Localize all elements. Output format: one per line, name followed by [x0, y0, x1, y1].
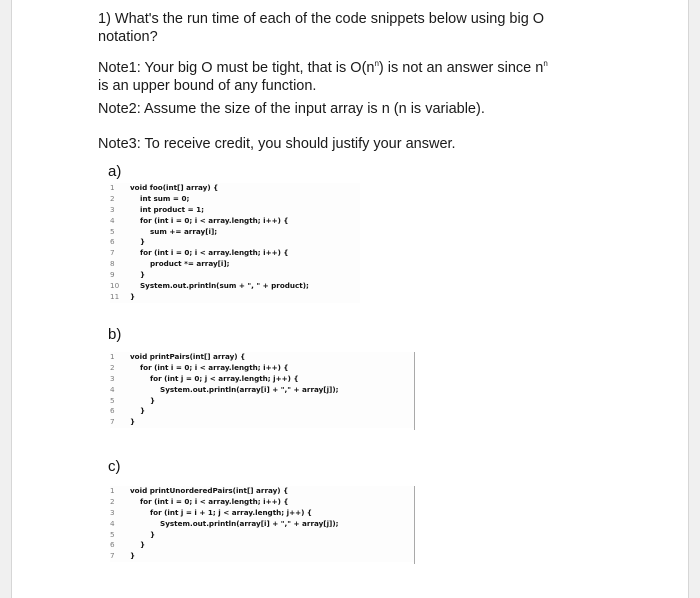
line-number: 10 [110, 281, 120, 291]
code-line [110, 406, 415, 417]
code-text: void printUnorderedPairs(int[] array) { [130, 486, 289, 495]
question-line-1: 1) What's the run time of each of the code snippets below using big O [98, 11, 545, 27]
line-number: 11 [110, 291, 120, 301]
code-line [110, 540, 415, 551]
line-number: 4 [110, 384, 115, 394]
code-text: for (int i = 0; i < array.length; i++) { [130, 362, 289, 372]
code-line [110, 292, 360, 303]
code-snippet-a [110, 183, 360, 303]
line-number: 4 [110, 215, 115, 225]
code-line [110, 486, 415, 497]
code-line [110, 205, 360, 216]
line-number: 6 [110, 237, 115, 247]
note-1 [98, 55, 548, 95]
code-line [110, 227, 360, 238]
note-1-text-b: ) is not an answer since n [378, 59, 544, 76]
code-text: } [130, 529, 156, 539]
line-number: 6 [110, 540, 115, 550]
code-snippet-b [110, 352, 415, 428]
line-number: 2 [110, 496, 115, 506]
code-line [110, 396, 415, 407]
line-number: 2 [110, 193, 115, 203]
code-text: int sum = 0; [130, 193, 190, 203]
line-number: 3 [110, 373, 115, 383]
code-line [110, 183, 360, 194]
line-number: 8 [110, 259, 115, 269]
code-text: for (int i = 0; i < array.length; i++) { [130, 496, 289, 506]
code-line [110, 508, 415, 519]
code-text: } [130, 291, 136, 301]
code-text: System.out.println(sum + ", " + product); [130, 281, 309, 291]
code-line [110, 216, 360, 227]
code-text: } [130, 417, 136, 427]
snippet-b-label: b) [108, 326, 122, 343]
line-number: 7 [110, 248, 115, 258]
code-line [110, 497, 415, 508]
line-number: 5 [110, 395, 115, 405]
code-line [110, 551, 415, 562]
code-text: for (int j = 0; j < array.length; j++) { [130, 373, 299, 383]
note-1-text-a: Note1: Your big O must be tight, that is O(n [98, 59, 375, 76]
code-line [110, 237, 360, 248]
code-text: } [130, 540, 146, 550]
code-text: } [130, 395, 156, 405]
code-text: } [130, 237, 146, 247]
line-number: 5 [110, 529, 115, 539]
line-number: 1 [110, 183, 115, 192]
code-line [110, 281, 360, 292]
code-frame-border [414, 352, 415, 430]
code-text: } [130, 406, 146, 416]
code-line [110, 248, 360, 259]
code-line [110, 270, 360, 281]
code-text: void printPairs(int[] array) { [130, 352, 246, 361]
line-number: 7 [110, 551, 115, 561]
snippet-a-label: a) [108, 163, 122, 180]
code-line [110, 374, 415, 385]
note-1-line-1 [98, 55, 548, 77]
code-text: int product = 1; [130, 204, 205, 214]
line-number: 3 [110, 204, 115, 214]
code-text: for (int i = 0; i < array.length; i++) { [130, 215, 289, 225]
line-number: 1 [110, 352, 115, 361]
note-1-superscript-1: n [374, 59, 379, 68]
code-text: void foo(int[] array) { [130, 183, 219, 192]
snippet-c-label: c) [108, 458, 121, 475]
code-line [110, 194, 360, 205]
code-line [110, 519, 415, 530]
code-text: } [130, 551, 136, 561]
line-number: 2 [110, 362, 115, 372]
code-text: for (int j = i + 1; j < array.length; j++) { [130, 507, 313, 517]
code-snippet-c [110, 486, 415, 562]
line-number: 3 [110, 507, 115, 517]
line-number: 4 [110, 518, 115, 528]
note-2: Note2: Assume the size of the input array is n (n is variable). [98, 101, 485, 117]
note-3: Note3: To receive credit, you should justify your answer. [98, 136, 456, 152]
note-1-line-2: is an upper bound of any function. [98, 77, 317, 94]
code-text: System.out.println(array[i] + "," + array[j]); [130, 384, 339, 394]
code-text: product *= array[i]; [130, 259, 230, 269]
line-number: 1 [110, 486, 115, 495]
question-text [98, 10, 544, 46]
code-frame-border [414, 486, 415, 564]
question-line-2: notation? [98, 29, 158, 45]
code-line [110, 385, 415, 396]
line-number: 7 [110, 417, 115, 427]
line-number: 5 [110, 226, 115, 236]
code-text: } [130, 270, 146, 280]
line-number: 6 [110, 406, 115, 416]
code-line [110, 352, 415, 363]
code-line [110, 530, 415, 541]
code-line [110, 363, 415, 374]
note-1-superscript-2: n [543, 59, 548, 68]
code-text: sum += array[i]; [130, 226, 218, 236]
code-text: for (int i = 0; i < array.length; i++) { [130, 248, 289, 258]
code-text: System.out.println(array[i] + "," + array[j]); [130, 518, 339, 528]
code-line [110, 417, 415, 428]
line-number: 9 [110, 270, 115, 280]
code-line [110, 259, 360, 270]
